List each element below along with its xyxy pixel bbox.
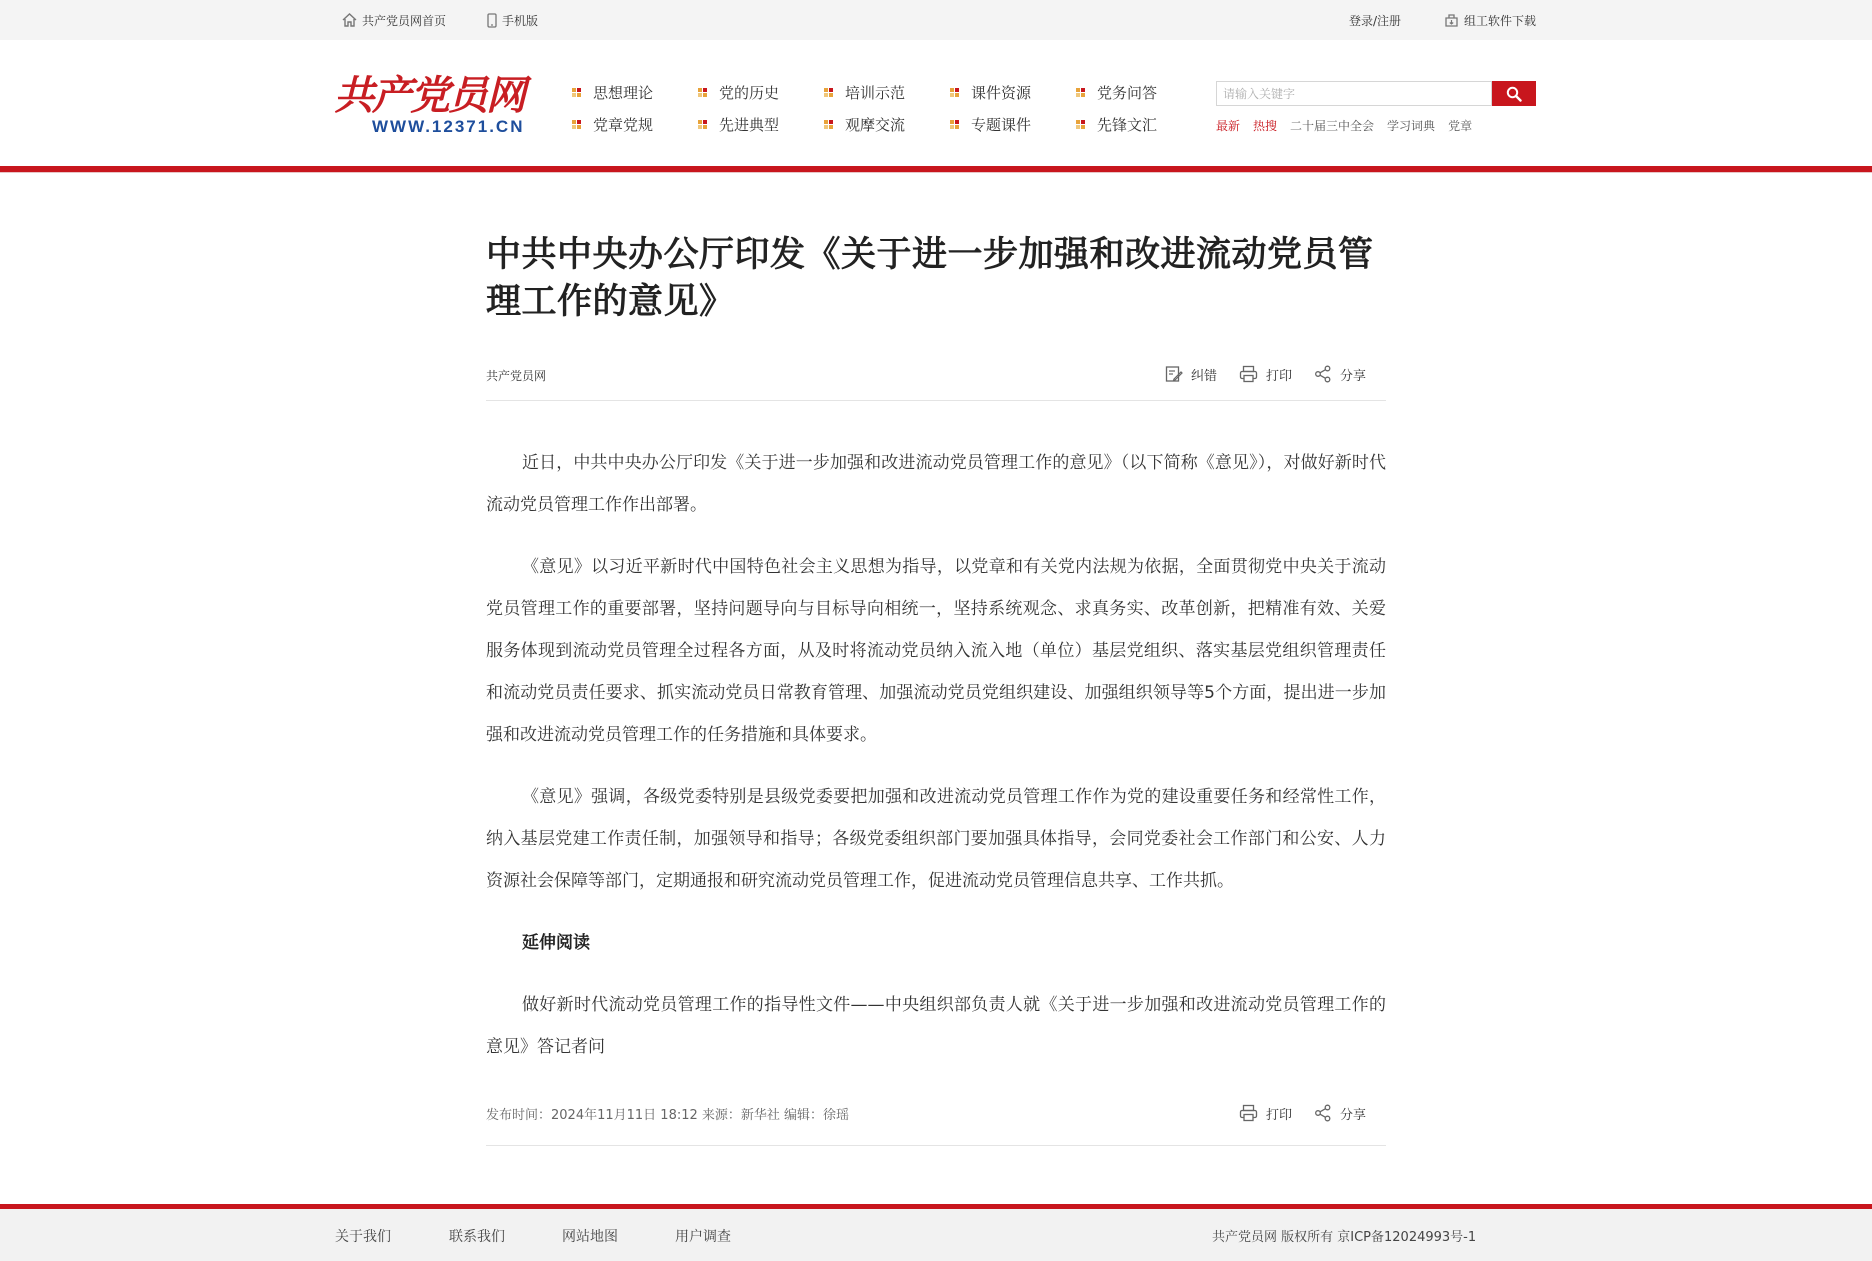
nav-bullet-icon: [698, 88, 708, 98]
footer-link-about[interactable]: 关于我们: [335, 1229, 391, 1245]
download-icon: [1444, 13, 1459, 27]
extended-reading-link[interactable]: 做好新时代流动党员管理工作的指导性文件——中央组织部负责人就《关于进一步加强和改进流动党员管理工作的意见》答记者问: [486, 995, 1386, 1057]
download-link[interactable]: [1444, 11, 1536, 29]
nav-item-thought-theory[interactable]: [572, 82, 653, 103]
footer-link-contact[interactable]: 联系我们: [449, 1229, 505, 1245]
article-footer-meta: [486, 1096, 1386, 1146]
header-divider: [0, 166, 1872, 172]
article-source: 共产党员网: [486, 369, 547, 383]
print-button[interactable]: [1239, 365, 1292, 384]
logo-brand-text: 共产党员网: [334, 72, 524, 119]
footer-link-survey[interactable]: 用户调查: [675, 1229, 731, 1245]
correct-button[interactable]: [1165, 365, 1217, 384]
nav-bullet-icon: [1076, 88, 1086, 98]
top-utility-bar: [0, 0, 1872, 40]
nav-bullet-icon: [950, 88, 960, 98]
nav-item-party-history[interactable]: [698, 82, 779, 103]
nav-item-label: 课件资源: [971, 84, 1032, 102]
article-meta-bar: [486, 362, 1386, 401]
search-button[interactable]: [1492, 81, 1536, 106]
nav-item-label: 培训示范: [845, 84, 906, 102]
nav-item-label: 思想理论: [593, 84, 654, 102]
hot-tag-link[interactable]: 学习词典: [1387, 119, 1436, 133]
nav-bullet-icon: [824, 88, 834, 98]
nav-item-training[interactable]: [824, 82, 905, 103]
extended-reading-heading: 延伸阅读: [522, 933, 590, 953]
nav-bullet-icon: [698, 120, 708, 130]
hot-latest-link[interactable]: 最新: [1216, 119, 1241, 133]
search-box: [1216, 81, 1536, 106]
hot-keywords: [1216, 117, 1485, 134]
home-link-label: 共产党员网首页: [362, 13, 447, 28]
nav-item-pioneer-articles[interactable]: [1076, 114, 1157, 135]
site-logo[interactable]: [334, 64, 544, 144]
nav-bullet-icon: [950, 120, 960, 130]
print-label: 打印: [1265, 1107, 1292, 1123]
footer-link-sitemap[interactable]: 网站地图: [562, 1229, 618, 1245]
nav-item-label: 观摩交流: [845, 116, 906, 134]
share-icon: [1314, 365, 1332, 383]
search-input[interactable]: [1216, 81, 1492, 106]
nav-item-party-rules[interactable]: [572, 114, 653, 135]
share-button[interactable]: [1314, 365, 1366, 384]
article: [486, 232, 1386, 1123]
hot-tag-link[interactable]: 党章: [1448, 119, 1473, 133]
print-label: 打印: [1265, 368, 1292, 384]
login-link-label: 登录/注册: [1349, 13, 1402, 28]
hot-tag-link[interactable]: 二十届三中全会: [1290, 119, 1375, 133]
nav-item-models[interactable]: [698, 114, 779, 135]
nav-item-label: 党章党规: [593, 116, 654, 134]
article-title: 中共中央办公厅印发《关于进一步加强和改进流动党员管理工作的意见》: [486, 235, 1374, 322]
nav-bullet-icon: [572, 120, 582, 130]
correct-label: 纠错: [1190, 368, 1217, 384]
article-paragraph: 近日，中共中央办公厅印发《关于进一步加强和改进流动党员管理工作的意见》（以下简称《意见》），对做好新时代流动党员管理工作作出部署。: [486, 453, 1386, 515]
home-icon: [342, 13, 357, 27]
logo-url-text: WWW.12371.CN: [372, 117, 525, 136]
edit-icon: [1165, 365, 1183, 383]
nav-item-label: 专题课件: [971, 116, 1032, 134]
site-footer: [0, 1209, 1872, 1261]
article-paragraph: 《意见》强调，各级党委特别是县级党委要把加强和改进流动党员管理工作作为党的建设重要任务和经常性工作，纳入基层党建工作责任制，加强领导和指导；各级党委组织部门要加强具体指导，会同党委社会工作部门和公安、人力资源社会保障等部门，定期通报和研究流动党员管理工作，促进流动党员管理信息共享、工作共抓。: [486, 787, 1386, 891]
nav-item-qa[interactable]: [1076, 82, 1157, 103]
share-label: 分享: [1339, 1107, 1366, 1123]
nav-item-label: 先进典型: [719, 116, 780, 134]
nav-bullet-icon: [1076, 120, 1086, 130]
mobile-link[interactable]: [487, 11, 538, 29]
site-header: [0, 40, 1872, 166]
search-icon: [1506, 86, 1522, 102]
hot-trending-link[interactable]: 热搜: [1253, 119, 1278, 133]
article-tools: [1143, 362, 1366, 386]
footer-copyright: 共产党员网 版权所有 京ICP备12024993号-1: [1212, 1230, 1477, 1245]
share-button-bottom[interactable]: [1314, 1104, 1366, 1123]
nav-item-label: 先锋文汇: [1097, 116, 1158, 134]
nav-item-topic-courseware[interactable]: [950, 114, 1031, 135]
article-body: [486, 442, 1386, 1088]
publish-info: 发布时间：2024年11月11日 18:12 来源：新华社 编辑：徐瑶: [486, 1108, 850, 1123]
nav-item-courseware[interactable]: [950, 82, 1031, 103]
article-footer-tools: [1217, 1101, 1366, 1125]
article-paragraph: 《意见》以习近平新时代中国特色社会主义思想为指导，以党章和有关党内法规为依据，全面贯彻党中央关于流动党员管理工作的重要部署，坚持问题导向与目标导向相统一，坚持系统观念、求真务实、改革创新，把精准有效、关爱服务体现到流动党员管理全过程各方面，从及时将流动党员纳入流入地（单位）基层党组织、落实基层党组织管理责任和流动党员责任要求、抓实流动党员日常教育管理、加强流动党员党组织建设、加强组织领导等5个方面，提出进一步加强和改进流动党员管理工作的任务措施和具体要求。: [486, 557, 1386, 745]
nav-item-label: 党务问答: [1097, 84, 1158, 102]
nav-item-label: 党的历史: [719, 84, 780, 102]
printer-icon: [1239, 1104, 1258, 1122]
mobile-phone-icon: [487, 13, 497, 28]
mobile-link-label: 手机版: [502, 13, 539, 28]
print-button-bottom[interactable]: [1239, 1104, 1292, 1123]
share-label: 分享: [1339, 368, 1366, 384]
nav-item-exchange[interactable]: [824, 114, 905, 135]
download-link-label: 组工软件下载: [1464, 13, 1537, 28]
home-link[interactable]: [342, 11, 446, 29]
printer-icon: [1239, 365, 1258, 383]
nav-bullet-icon: [824, 120, 834, 130]
login-link[interactable]: [1349, 11, 1401, 29]
nav-bullet-icon: [572, 88, 582, 98]
share-icon: [1314, 1104, 1332, 1122]
